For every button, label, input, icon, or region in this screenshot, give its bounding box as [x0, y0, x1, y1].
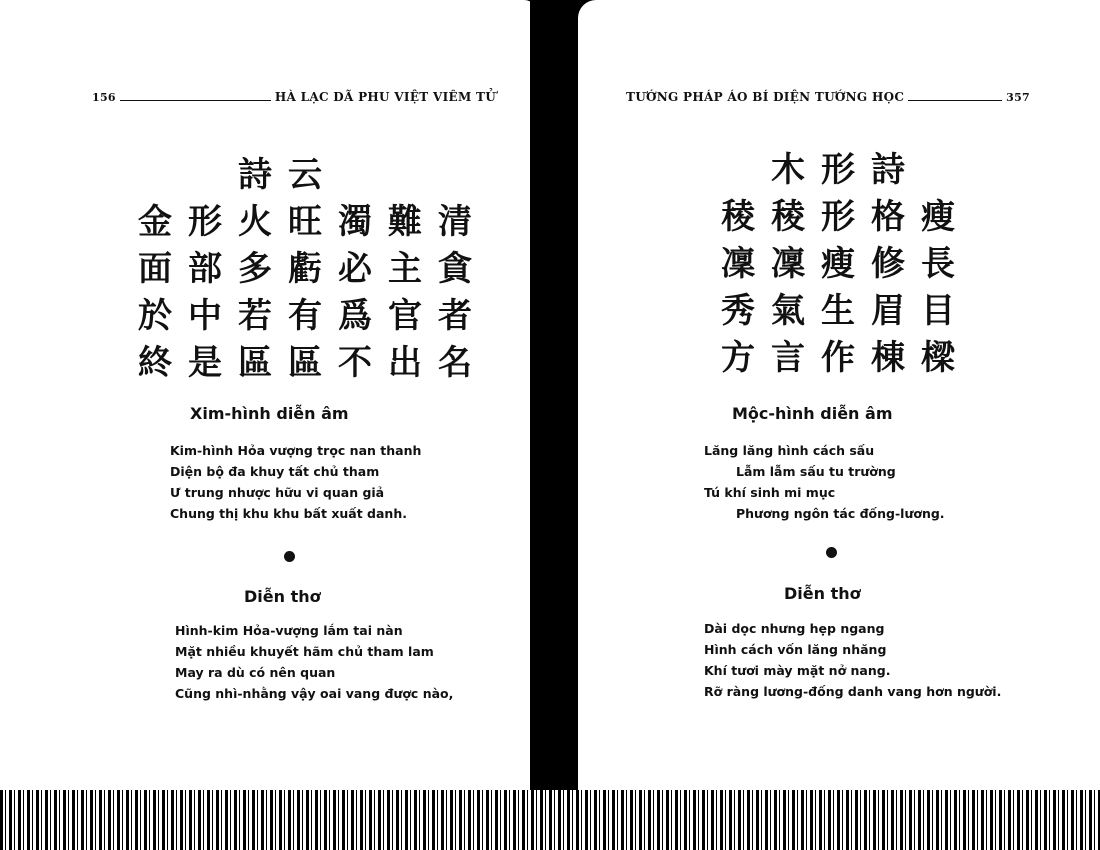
poem-char: 若 [238, 296, 272, 336]
poem-char: 有 [288, 296, 322, 336]
left-header [92, 90, 496, 104]
left-page [0, 0, 538, 790]
poem-line [713, 237, 963, 284]
right-chinese-poem [713, 143, 963, 378]
left-chinese-poem [130, 148, 480, 383]
poem-title-char: 木 [771, 150, 805, 190]
poem-char: 目 [921, 291, 955, 331]
verse-line: Rỡ ràng lương-đống danh vang hơn người. [704, 684, 1002, 699]
translation-verse [704, 618, 1001, 702]
poem-char: 名 [438, 343, 472, 383]
poem-char: 凜 [771, 244, 805, 284]
poem-char: 秀 [721, 291, 755, 331]
poem-char: 格 [871, 197, 905, 237]
poem-char: 火 [238, 202, 272, 242]
poem-char: 爲 [338, 296, 372, 336]
poem-title-char: 詩 [238, 155, 272, 195]
poem-char: 部 [188, 249, 222, 289]
poem-char: 稜 [721, 197, 755, 237]
poem-char: 棟 [871, 338, 905, 378]
verse-line: Lẫm lẫm sấu tu trường [736, 464, 896, 479]
poem-char: 必 [338, 249, 372, 289]
right-header [626, 90, 1030, 104]
verse-line: Tú khí sinh mi mục [704, 485, 836, 500]
poem-char: 虧 [288, 249, 322, 289]
poem-char: 金 [138, 202, 172, 242]
poem-char: 多 [238, 249, 272, 289]
poem-char: 主 [388, 249, 422, 289]
poem-char: 眉 [871, 291, 905, 331]
poem-line [130, 289, 480, 336]
poem-line [713, 331, 963, 378]
running-header: HÀ LẠC DÃ PHU VIỆT VIÊM TỬ [274, 90, 496, 104]
verse-line: Dài dọc nhưng hẹp ngang [704, 621, 885, 636]
poem-char: 瘦 [921, 197, 955, 237]
poem-char: 凜 [721, 244, 755, 284]
header-rule [120, 99, 271, 101]
poem-char: 清 [438, 202, 472, 242]
header-rule [908, 99, 1002, 101]
poem-title-char: 形 [821, 150, 855, 190]
page-number: 357 [1006, 91, 1030, 104]
poem-char: 形 [188, 202, 222, 242]
poem-title-char: 詩 [871, 150, 905, 190]
poem-char: 是 [188, 343, 222, 383]
poem-char: 區 [288, 343, 322, 383]
verse-line: Phương ngôn tác đống-lương. [736, 506, 945, 521]
verse-line: Hình-kim Hỏa-vượng lắm tai nàn [175, 623, 403, 638]
verse-line: Hình cách vốn lăng nhăng [704, 642, 887, 657]
poem-line [130, 195, 480, 242]
verse-line: Khí tươi mày mặt nở nang. [704, 663, 891, 678]
verse-line: Kim-hình Hỏa vượng trọc nan thanh [170, 443, 422, 458]
verse-line: Mặt nhiều khuyết hãm chủ tham lam [175, 644, 434, 659]
scan-edge-stripes [0, 790, 1100, 850]
poem-char: 者 [438, 296, 472, 336]
verse-line: Cũng nhì-nhằng vậy oai vang được nào, [175, 686, 454, 701]
poem-char: 貪 [438, 249, 472, 289]
poem-char: 氣 [771, 291, 805, 331]
poem-char: 不 [338, 343, 372, 383]
poem-char: 出 [388, 343, 422, 383]
poem-char: 長 [921, 244, 955, 284]
verse-line: Ư trung nhược hữu vi quan giả [170, 485, 385, 500]
poem-char: 區 [238, 343, 272, 383]
poem-char: 言 [771, 338, 805, 378]
poem-line [713, 284, 963, 331]
poem-char: 難 [388, 202, 422, 242]
right-page [578, 0, 1100, 790]
poem-title [130, 148, 480, 195]
poem-char: 濁 [338, 202, 372, 242]
poem-title [713, 143, 963, 190]
poem-char: 作 [821, 338, 855, 378]
verse-line: Lăng lăng hình cách sấu [704, 443, 875, 458]
poem-char: 旺 [288, 202, 322, 242]
verse-line: Diện bộ đa khuy tất chủ tham [170, 464, 380, 479]
poem-char: 於 [138, 296, 172, 336]
section-title: Diễn thơ [784, 584, 861, 603]
section-title: Diễn thơ [244, 587, 321, 606]
transliteration-verse [704, 440, 945, 524]
section-title: Xim-hình diễn âm [190, 404, 349, 423]
section-bullet [826, 547, 837, 558]
poem-title-char: 云 [288, 155, 322, 195]
poem-char: 面 [138, 249, 172, 289]
poem-char: 官 [388, 296, 422, 336]
poem-char: 生 [821, 291, 855, 331]
poem-line [130, 242, 480, 289]
poem-char: 中 [188, 296, 222, 336]
transliteration-verse [170, 440, 421, 524]
poem-char: 瘦 [821, 244, 855, 284]
section-bullet [284, 551, 295, 562]
verse-line: May ra dù có nên quan [175, 665, 336, 680]
poem-char: 形 [821, 197, 855, 237]
poem-line [130, 336, 480, 383]
translation-verse [175, 620, 453, 704]
section-title: Mộc-hình diễn âm [732, 404, 893, 423]
poem-char: 方 [721, 338, 755, 378]
verse-line: Chung thị khu khu bất xuất danh. [170, 506, 407, 521]
page-number: 156 [92, 91, 116, 104]
poem-char: 稜 [771, 197, 805, 237]
poem-line [713, 190, 963, 237]
running-header: TƯỚNG PHÁP ÁO BÍ DIỆN TƯỚNG HỌC [626, 90, 905, 104]
poem-char: 樑 [921, 338, 955, 378]
poem-char: 終 [138, 343, 172, 383]
poem-char: 修 [871, 244, 905, 284]
